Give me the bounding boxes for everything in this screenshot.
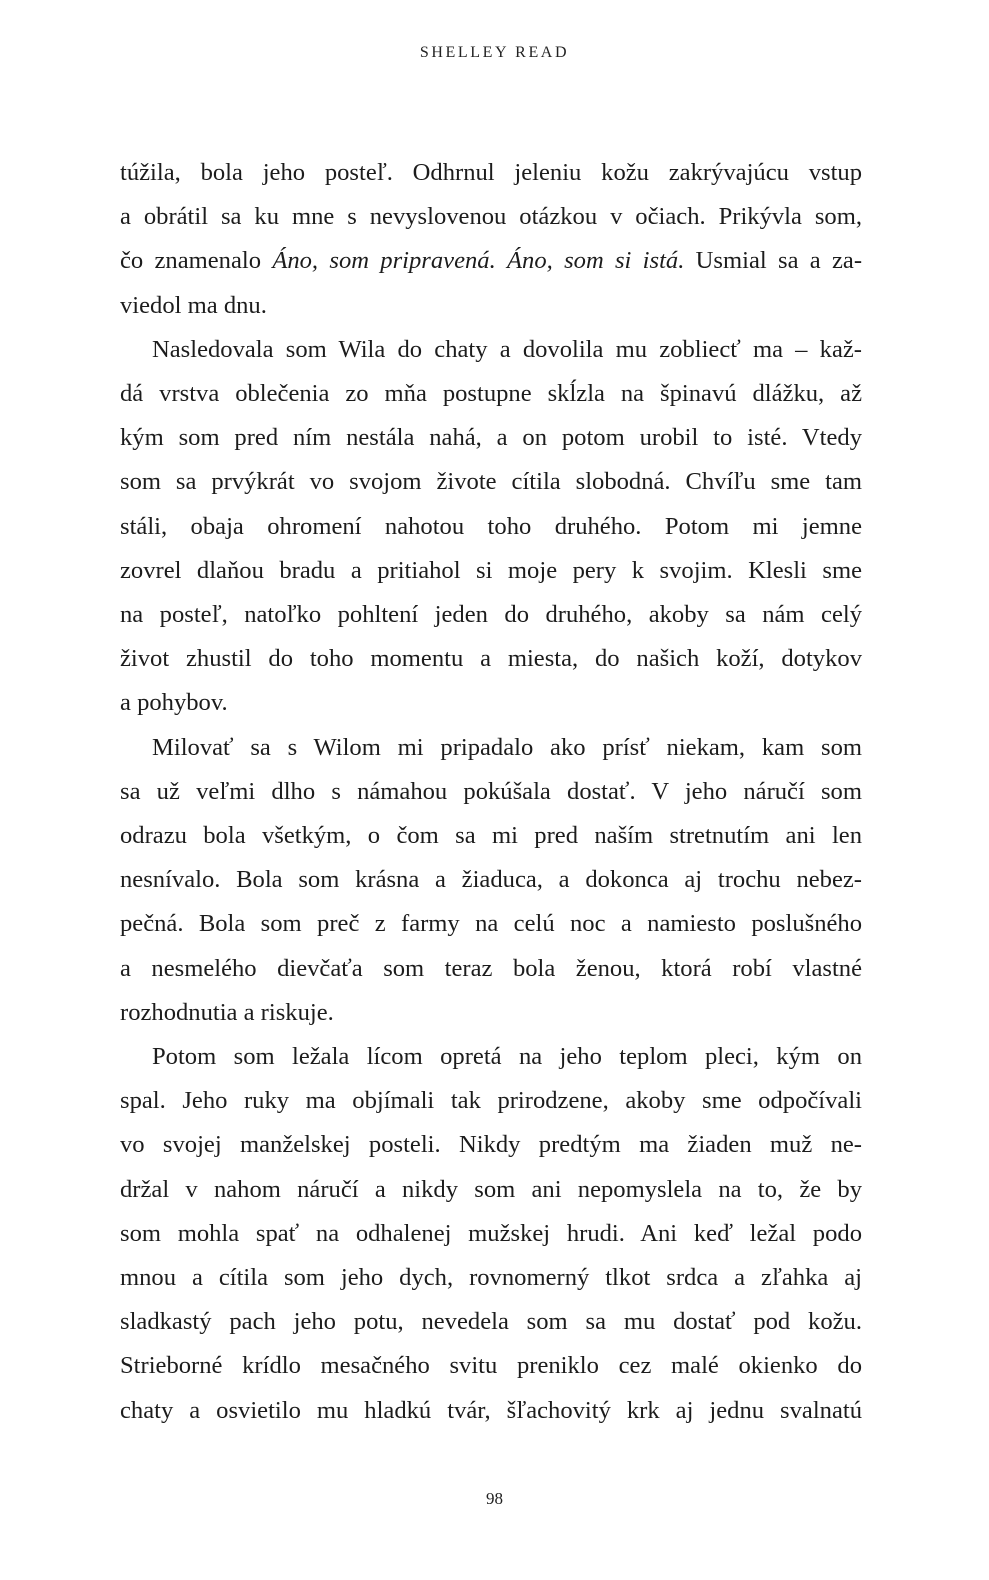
text-line: Strieborné krídlo mesačného svitu preniklo cez malé okienko do — [120, 1352, 862, 1380]
paragraph — [120, 726, 862, 1035]
text-line: mnou a cítila som jeho dych, rovnomerný tlkot srdca a zľahka aj — [120, 1264, 862, 1292]
text-line: Nasledovala som Wila do chaty a dovolila mu zobliecť ma – kaž- — [152, 335, 862, 363]
text-line: život zhustil do toho momentu a miesta, do našich koží, dotykov — [120, 645, 862, 673]
paragraph — [120, 151, 862, 328]
page-number: 98 — [486, 1489, 503, 1508]
text-line: som sa prvýkrát vo svojom živote cítila slobodná. Chvíľu sme tam — [120, 468, 862, 496]
text-line: odrazu bola všetkým, o čom sa mi pred naším stretnutím ani len — [120, 822, 862, 850]
running-head-author: SHELLEY READ — [419, 44, 570, 61]
text-line: na posteľ, natoľko pohltení jeden do druhého, akoby sa nám celý — [120, 601, 862, 629]
text-line: pečná. Bola som preč z farmy na celú noc a namiesto poslušného — [120, 910, 862, 938]
text-line: spal. Jeho ruky ma objímali tak prirodzene, akoby sme odpočívali — [120, 1087, 862, 1115]
paragraph — [120, 1035, 862, 1433]
text-line: sa už veľmi dlho s námahou pokúšala dostať. V jeho náručí som — [120, 777, 862, 805]
text-line: a obrátil sa ku mne s nevyslovenou otázkou v očiach. Prikývla som, — [120, 203, 862, 231]
text-line: kým som pred ním nestála nahá, a on potom urobil to isté. Vtedy — [120, 424, 862, 452]
text-line: zovrel dlaňou bradu a pritiahol si moje pery k svojim. Klesli sme — [120, 556, 862, 584]
text-line: viedol ma dnu. — [120, 291, 267, 319]
text-line: čo znamenalo Áno, som pripravená. Áno, som si istá. Usmial sa a za- — [120, 247, 863, 275]
text-line: rozhodnutia a riskuje. — [120, 998, 334, 1026]
text-line: túžila, bola jeho posteľ. Odhrnul jeleniu kožu zakrývajúcu vstup — [120, 159, 862, 186]
text-line: stáli, obaja ohromení nahotou toho druhého. Potom mi jemne — [120, 512, 862, 540]
text-line: vo svojej manželskej posteli. Nikdy predtým ma žiaden muž ne- — [120, 1131, 862, 1159]
text-line: dá vrstva oblečenia zo mňa postupne skĺzla na špinavú dlážku, až — [120, 380, 862, 408]
paragraph — [120, 328, 862, 726]
text-line: držal v nahom náručí a nikdy som ani nepomyslela na to, že by — [120, 1175, 862, 1203]
text-line: Potom som ležala lícom opretá na jeho teplom pleci, kým on — [152, 1043, 862, 1071]
text-line: chaty a osvietilo mu hladkú tvár, šľachovitý krk aj jednu svalnatú — [120, 1396, 862, 1424]
text-line: Milovať sa s Wilom mi pripadalo ako prísť niekam, kam som — [152, 733, 862, 761]
text-line: a nesmelého dievčaťa som teraz bola ženou, ktorá robí vlastné — [120, 954, 862, 982]
page-body-text — [120, 151, 862, 1433]
text-line: a pohybov. — [120, 689, 228, 717]
text-line: sladkastý pach jeho potu, nevedela som sa mu dostať pod kožu. — [120, 1308, 862, 1336]
text-line: som mohla spať na odhalenej mužskej hrudi. Ani keď ležal podo — [120, 1219, 862, 1247]
text-line: nesnívalo. Bola som krásna a žiaduca, a dokonca aj trochu nebez- — [120, 866, 862, 894]
